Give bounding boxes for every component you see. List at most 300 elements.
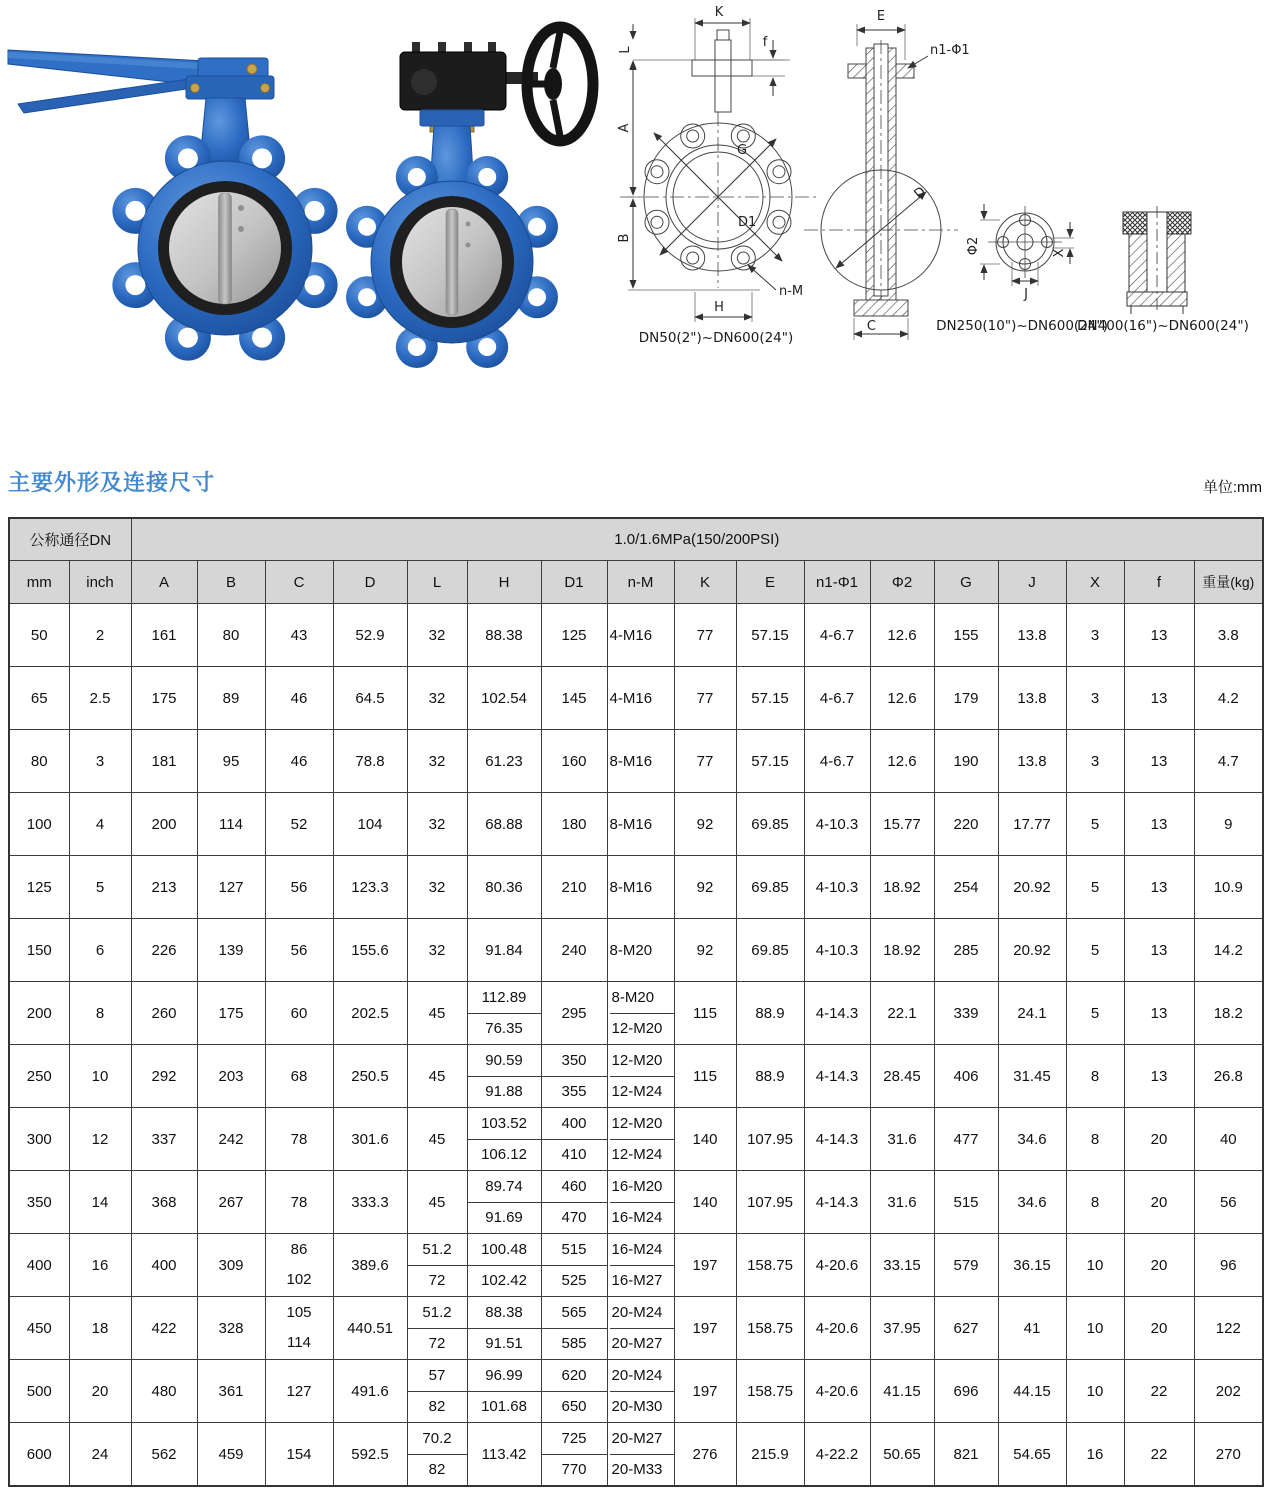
data-cell: 202.5 bbox=[333, 982, 407, 1045]
data-cell: 78 bbox=[265, 1108, 333, 1171]
data-cell: 12-M20 12-M24 bbox=[607, 1108, 674, 1171]
table-row bbox=[9, 919, 1263, 982]
header-cell: inch bbox=[69, 561, 131, 604]
data-cell: 51.2 72 bbox=[407, 1234, 467, 1297]
data-cell: 46 bbox=[265, 667, 333, 730]
data-cell: 4-6.7 bbox=[804, 604, 870, 667]
data-cell: 92 bbox=[674, 793, 736, 856]
data-cell: 78.8 bbox=[333, 730, 407, 793]
data-cell: 44.15 bbox=[998, 1360, 1066, 1423]
data-cell: 8 bbox=[1066, 1045, 1124, 1108]
data-cell: 5 bbox=[1066, 982, 1124, 1045]
data-cell: 13 bbox=[1124, 793, 1194, 856]
data-cell: 100.48 102.42 bbox=[467, 1234, 541, 1297]
data-cell: 14.2 bbox=[1194, 919, 1263, 982]
header-cell: A bbox=[131, 561, 197, 604]
dim-label-D1: D1 bbox=[738, 215, 757, 230]
data-cell: 8 bbox=[1066, 1171, 1124, 1234]
data-cell: 57.15 bbox=[736, 730, 804, 793]
header-cell: K bbox=[674, 561, 736, 604]
data-cell: 40 bbox=[1194, 1108, 1263, 1171]
data-cell: 20 bbox=[1124, 1234, 1194, 1297]
table-row bbox=[9, 1423, 1263, 1487]
data-cell: 4-10.3 bbox=[804, 793, 870, 856]
header-cell: C bbox=[265, 561, 333, 604]
data-cell: 202 bbox=[1194, 1360, 1263, 1423]
data-cell: 86 102 bbox=[265, 1234, 333, 1297]
data-cell: 8-M16 bbox=[607, 730, 674, 793]
header-cell: n-M bbox=[607, 561, 674, 604]
data-cell: 4-6.7 bbox=[804, 667, 870, 730]
data-cell: 154 bbox=[265, 1423, 333, 1487]
data-cell: 32 bbox=[407, 667, 467, 730]
data-cell: 8 bbox=[1066, 1108, 1124, 1171]
data-cell: 24 bbox=[69, 1423, 131, 1487]
data-cell: 400 bbox=[131, 1234, 197, 1297]
data-cell: 4.7 bbox=[1194, 730, 1263, 793]
table-row bbox=[9, 1171, 1263, 1234]
dim-label-D: D bbox=[911, 184, 929, 203]
data-cell: 41 bbox=[998, 1297, 1066, 1360]
data-cell: 61.23 bbox=[467, 730, 541, 793]
data-cell: 422 bbox=[131, 1297, 197, 1360]
gear-valve-photo bbox=[346, 27, 593, 368]
data-cell: 491.6 bbox=[333, 1360, 407, 1423]
data-cell: 179 bbox=[934, 667, 998, 730]
data-cell: 620 650 bbox=[541, 1360, 607, 1423]
data-cell: 300 bbox=[9, 1108, 69, 1171]
dim-label-f: f bbox=[762, 35, 768, 50]
header-cell: f bbox=[1124, 561, 1194, 604]
data-cell: 80.36 bbox=[467, 856, 541, 919]
data-cell: 2 bbox=[69, 604, 131, 667]
data-cell: 24.1 bbox=[998, 982, 1066, 1045]
data-cell: 500 bbox=[9, 1360, 69, 1423]
data-cell: 50.65 bbox=[870, 1423, 934, 1487]
data-cell: 4-M16 bbox=[607, 604, 674, 667]
data-cell: 361 bbox=[197, 1360, 265, 1423]
data-cell: 69.85 bbox=[736, 793, 804, 856]
data-cell: 31.6 bbox=[870, 1108, 934, 1171]
data-cell: 13 bbox=[1124, 919, 1194, 982]
data-cell: 69.85 bbox=[736, 856, 804, 919]
data-cell: 10.9 bbox=[1194, 856, 1263, 919]
side-section-drawing bbox=[804, 9, 970, 340]
data-cell: 3 bbox=[1066, 604, 1124, 667]
data-cell: 155.6 bbox=[333, 919, 407, 982]
data-cell: 13.8 bbox=[998, 730, 1066, 793]
data-cell: 14 bbox=[69, 1171, 131, 1234]
data-cell: 270 bbox=[1194, 1423, 1263, 1487]
data-cell: 57.15 bbox=[736, 604, 804, 667]
dim-label-G: G bbox=[737, 143, 748, 158]
data-cell: 41.15 bbox=[870, 1360, 934, 1423]
data-cell: 276 bbox=[674, 1423, 736, 1487]
table-row bbox=[9, 1108, 1263, 1171]
data-cell: 515 525 bbox=[541, 1234, 607, 1297]
data-cell: 4-M16 bbox=[607, 667, 674, 730]
data-cell: 68.88 bbox=[467, 793, 541, 856]
data-cell: 45 bbox=[407, 1045, 467, 1108]
header-cell: D1 bbox=[541, 561, 607, 604]
data-cell: 9 bbox=[1194, 793, 1263, 856]
data-cell: 92 bbox=[674, 856, 736, 919]
data-cell: 155 bbox=[934, 604, 998, 667]
data-cell: 13 bbox=[1124, 856, 1194, 919]
data-cell: 112.89 76.35 bbox=[467, 982, 541, 1045]
data-cell: 20.92 bbox=[998, 919, 1066, 982]
data-cell: 31.6 bbox=[870, 1171, 934, 1234]
data-cell: 20.92 bbox=[998, 856, 1066, 919]
data-cell: 450 bbox=[9, 1297, 69, 1360]
data-cell: 140 bbox=[674, 1108, 736, 1171]
dim-label-H: H bbox=[714, 300, 724, 315]
table-row bbox=[9, 667, 1263, 730]
data-cell: 292 bbox=[131, 1045, 197, 1108]
data-cell: 3 bbox=[69, 730, 131, 793]
data-cell: 139 bbox=[197, 919, 265, 982]
data-cell: 158.75 bbox=[736, 1360, 804, 1423]
data-cell: 45 bbox=[407, 1171, 467, 1234]
dim-label-X: X bbox=[1052, 248, 1067, 258]
data-cell: 102.54 bbox=[467, 667, 541, 730]
data-cell: 105 114 bbox=[265, 1297, 333, 1360]
data-cell: 20 bbox=[69, 1360, 131, 1423]
data-cell: 8-M20 bbox=[607, 919, 674, 982]
data-cell: 4-6.7 bbox=[804, 730, 870, 793]
data-cell: 181 bbox=[131, 730, 197, 793]
data-cell: 240 bbox=[541, 919, 607, 982]
data-cell: 13 bbox=[1124, 1045, 1194, 1108]
data-cell: 16-M24 16-M27 bbox=[607, 1234, 674, 1297]
data-cell: 18 bbox=[69, 1297, 131, 1360]
data-cell: 226 bbox=[131, 919, 197, 982]
data-cell: 8-M16 bbox=[607, 856, 674, 919]
header-cell: H bbox=[467, 561, 541, 604]
data-cell: 515 bbox=[934, 1171, 998, 1234]
data-cell: 22.1 bbox=[870, 982, 934, 1045]
data-cell: 8-M20 12-M20 bbox=[607, 982, 674, 1045]
data-cell: 175 bbox=[131, 667, 197, 730]
data-cell: 4-14.3 bbox=[804, 1045, 870, 1108]
data-cell: 107.95 bbox=[736, 1108, 804, 1171]
header-cell: G bbox=[934, 561, 998, 604]
header-cell: 公称通径DN bbox=[9, 518, 131, 561]
dim-label-L: L bbox=[618, 46, 633, 54]
data-cell: 150 bbox=[9, 919, 69, 982]
data-cell: 26.8 bbox=[1194, 1045, 1263, 1108]
header-cell: 重量(kg) bbox=[1194, 561, 1263, 604]
data-cell: 32 bbox=[407, 856, 467, 919]
data-cell: 6 bbox=[69, 919, 131, 982]
data-cell: 213 bbox=[131, 856, 197, 919]
table-row bbox=[9, 1297, 1263, 1360]
data-cell: 32 bbox=[407, 730, 467, 793]
data-cell: 36.15 bbox=[998, 1234, 1066, 1297]
data-cell: 54.65 bbox=[998, 1423, 1066, 1487]
data-cell: 477 bbox=[934, 1108, 998, 1171]
data-cell: 45 bbox=[407, 982, 467, 1045]
data-cell: 13 bbox=[1124, 982, 1194, 1045]
data-cell: 4-20.6 bbox=[804, 1360, 870, 1423]
data-cell: 440.51 bbox=[333, 1297, 407, 1360]
data-cell: 91.84 bbox=[467, 919, 541, 982]
data-cell: 56 bbox=[1194, 1171, 1263, 1234]
data-cell: 13 bbox=[1124, 667, 1194, 730]
data-cell: 70.2 82 bbox=[407, 1423, 467, 1487]
header-cell: n1-Φ1 bbox=[804, 561, 870, 604]
data-cell: 4-14.3 bbox=[804, 1108, 870, 1171]
data-cell: 4-10.3 bbox=[804, 919, 870, 982]
data-cell: 88.9 bbox=[736, 1045, 804, 1108]
dim-label-n-M: n-M bbox=[779, 284, 804, 299]
data-cell: 565 585 bbox=[541, 1297, 607, 1360]
data-cell: 4.2 bbox=[1194, 667, 1263, 730]
data-cell: 78 bbox=[265, 1171, 333, 1234]
data-cell: 32 bbox=[407, 919, 467, 982]
data-cell: 115 bbox=[674, 1045, 736, 1108]
data-cell: 197 bbox=[674, 1234, 736, 1297]
dim-label-J: J bbox=[1024, 287, 1028, 302]
data-cell: 145 bbox=[541, 667, 607, 730]
data-cell: 52 bbox=[265, 793, 333, 856]
data-cell: 88.38 91.51 bbox=[467, 1297, 541, 1360]
data-cell: 18.92 bbox=[870, 856, 934, 919]
data-cell: 295 bbox=[541, 982, 607, 1045]
data-cell: 20-M24 20-M30 bbox=[607, 1360, 674, 1423]
data-cell: 725 770 bbox=[541, 1423, 607, 1487]
data-cell: 12.6 bbox=[870, 730, 934, 793]
data-cell: 127 bbox=[197, 856, 265, 919]
data-cell: 89.74 91.69 bbox=[467, 1171, 541, 1234]
data-cell: 250 bbox=[9, 1045, 69, 1108]
dim-label-E: E bbox=[876, 9, 886, 24]
data-cell: 3.8 bbox=[1194, 604, 1263, 667]
data-cell: 5 bbox=[69, 856, 131, 919]
data-cell: 2.5 bbox=[69, 667, 131, 730]
data-cell: 301.6 bbox=[333, 1108, 407, 1171]
header-cell: Φ2 bbox=[870, 561, 934, 604]
data-cell: 4-14.3 bbox=[804, 982, 870, 1045]
data-cell: 821 bbox=[934, 1423, 998, 1487]
data-cell: 50 bbox=[9, 604, 69, 667]
data-cell: 406 bbox=[934, 1045, 998, 1108]
dim-label-C: C bbox=[866, 319, 876, 334]
page-title: 主要外形及连接尺寸 bbox=[8, 470, 216, 495]
data-cell: 68 bbox=[265, 1045, 333, 1108]
section-caption: DN400(16")~DN600(24") bbox=[1077, 318, 1249, 334]
data-cell: 123.3 bbox=[333, 856, 407, 919]
data-cell: 20 bbox=[1124, 1171, 1194, 1234]
data-cell: 350 355 bbox=[541, 1045, 607, 1108]
data-cell: 12-M20 12-M24 bbox=[607, 1045, 674, 1108]
data-cell: 339 bbox=[934, 982, 998, 1045]
data-cell: 158.75 bbox=[736, 1234, 804, 1297]
data-cell: 77 bbox=[674, 667, 736, 730]
header-cell: X bbox=[1066, 561, 1124, 604]
table-row bbox=[9, 856, 1263, 919]
data-cell: 13.8 bbox=[998, 667, 1066, 730]
data-cell: 16 bbox=[1066, 1423, 1124, 1487]
data-cell: 8-M16 bbox=[607, 793, 674, 856]
data-cell: 92 bbox=[674, 919, 736, 982]
data-cell: 197 bbox=[674, 1297, 736, 1360]
dim-label-phi2: Φ2 bbox=[966, 236, 981, 256]
data-cell: 88.38 bbox=[467, 604, 541, 667]
lever-valve-photo bbox=[8, 50, 338, 361]
data-cell: 200 bbox=[131, 793, 197, 856]
data-cell: 4-20.6 bbox=[804, 1297, 870, 1360]
data-cell: 20-M24 20-M27 bbox=[607, 1297, 674, 1360]
data-cell: 161 bbox=[131, 604, 197, 667]
data-cell: 88.9 bbox=[736, 982, 804, 1045]
data-cell: 10 bbox=[1066, 1297, 1124, 1360]
data-cell: 56 bbox=[265, 919, 333, 982]
data-cell: 96.99 101.68 bbox=[467, 1360, 541, 1423]
table-row bbox=[9, 1045, 1263, 1108]
data-cell: 114 bbox=[197, 793, 265, 856]
data-cell: 562 bbox=[131, 1423, 197, 1487]
header-cell: J bbox=[998, 561, 1066, 604]
data-cell: 197 bbox=[674, 1360, 736, 1423]
data-cell: 32 bbox=[407, 604, 467, 667]
dim-label-B: B bbox=[617, 233, 632, 243]
data-cell: 125 bbox=[9, 856, 69, 919]
data-cell: 100 bbox=[9, 793, 69, 856]
data-cell: 12 bbox=[69, 1108, 131, 1171]
data-cell: 4-14.3 bbox=[804, 1171, 870, 1234]
data-cell: 125 bbox=[541, 604, 607, 667]
data-cell: 592.5 bbox=[333, 1423, 407, 1487]
data-cell: 57 82 bbox=[407, 1360, 467, 1423]
table-row bbox=[9, 730, 1263, 793]
header-cell: E bbox=[736, 561, 804, 604]
data-cell: 460 470 bbox=[541, 1171, 607, 1234]
data-cell: 337 bbox=[131, 1108, 197, 1171]
data-cell: 127 bbox=[265, 1360, 333, 1423]
stem-section-drawing bbox=[1077, 206, 1249, 334]
header-cell: mm bbox=[9, 561, 69, 604]
data-cell: 333.3 bbox=[333, 1171, 407, 1234]
data-cell: 5 bbox=[1066, 793, 1124, 856]
table-row bbox=[9, 1234, 1263, 1297]
data-cell: 16 bbox=[69, 1234, 131, 1297]
data-cell: 60 bbox=[265, 982, 333, 1045]
data-cell: 34.6 bbox=[998, 1108, 1066, 1171]
data-cell: 400 410 bbox=[541, 1108, 607, 1171]
data-cell: 22 bbox=[1124, 1360, 1194, 1423]
data-cell: 115 bbox=[674, 982, 736, 1045]
data-cell: 31.45 bbox=[998, 1045, 1066, 1108]
front-view-caption: DN50(2")~DN600(24") bbox=[638, 330, 794, 346]
data-cell: 28.45 bbox=[870, 1045, 934, 1108]
data-cell: 80 bbox=[9, 730, 69, 793]
data-cell: 33.15 bbox=[870, 1234, 934, 1297]
table-row bbox=[9, 1360, 1263, 1423]
front-view-drawing bbox=[617, 5, 816, 346]
data-cell: 80 bbox=[197, 604, 265, 667]
data-cell: 4 bbox=[69, 793, 131, 856]
dim-label-K: K bbox=[714, 5, 724, 20]
header-cell: B bbox=[197, 561, 265, 604]
data-cell: 200 bbox=[9, 982, 69, 1045]
data-cell: 57.15 bbox=[736, 667, 804, 730]
data-cell: 13.8 bbox=[998, 604, 1066, 667]
header-cell: L bbox=[407, 561, 467, 604]
data-cell: 46 bbox=[265, 730, 333, 793]
data-cell: 579 bbox=[934, 1234, 998, 1297]
data-cell: 104 bbox=[333, 793, 407, 856]
data-cell: 103.52 106.12 bbox=[467, 1108, 541, 1171]
data-cell: 215.9 bbox=[736, 1423, 804, 1487]
data-cell: 3 bbox=[1066, 667, 1124, 730]
data-cell: 77 bbox=[674, 730, 736, 793]
header-cell: 1.0/1.6MPa(150/200PSI) bbox=[131, 518, 1263, 561]
data-cell: 220 bbox=[934, 793, 998, 856]
data-cell: 210 bbox=[541, 856, 607, 919]
data-cell: 696 bbox=[934, 1360, 998, 1423]
data-cell: 113.42 bbox=[467, 1423, 541, 1487]
data-cell: 34.6 bbox=[998, 1171, 1066, 1234]
data-cell: 158.75 bbox=[736, 1297, 804, 1360]
data-cell: 285 bbox=[934, 919, 998, 982]
data-cell: 10 bbox=[69, 1045, 131, 1108]
data-cell: 328 bbox=[197, 1297, 265, 1360]
data-cell: 4-22.2 bbox=[804, 1423, 870, 1487]
data-cell: 260 bbox=[131, 982, 197, 1045]
data-cell: 600 bbox=[9, 1423, 69, 1487]
dim-label-n1-phi1: n1-Φ1 bbox=[930, 43, 970, 58]
data-cell: 20 bbox=[1124, 1297, 1194, 1360]
header-cell: D bbox=[333, 561, 407, 604]
data-cell: 52.9 bbox=[333, 604, 407, 667]
dimension-table bbox=[8, 517, 1264, 1487]
data-cell: 627 bbox=[934, 1297, 998, 1360]
data-cell: 51.2 72 bbox=[407, 1297, 467, 1360]
data-cell: 140 bbox=[674, 1171, 736, 1234]
data-cell: 368 bbox=[131, 1171, 197, 1234]
data-cell: 4-20.6 bbox=[804, 1234, 870, 1297]
data-cell: 389.6 bbox=[333, 1234, 407, 1297]
data-cell: 10 bbox=[1066, 1360, 1124, 1423]
data-cell: 12.6 bbox=[870, 667, 934, 730]
data-cell: 43 bbox=[265, 604, 333, 667]
data-cell: 69.85 bbox=[736, 919, 804, 982]
data-cell: 122 bbox=[1194, 1297, 1263, 1360]
data-cell: 16-M20 16-M24 bbox=[607, 1171, 674, 1234]
data-cell: 12.6 bbox=[870, 604, 934, 667]
data-cell: 64.5 bbox=[333, 667, 407, 730]
table-row bbox=[9, 793, 1263, 856]
product-illustrations bbox=[0, 0, 1270, 450]
dim-label-A: A bbox=[617, 123, 632, 133]
data-cell: 18.2 bbox=[1194, 982, 1263, 1045]
data-cell: 37.95 bbox=[870, 1297, 934, 1360]
handwheel bbox=[527, 27, 593, 141]
data-cell: 10 bbox=[1066, 1234, 1124, 1297]
data-cell: 77 bbox=[674, 604, 736, 667]
data-cell: 17.77 bbox=[998, 793, 1066, 856]
data-cell: 267 bbox=[197, 1171, 265, 1234]
data-cell: 4-10.3 bbox=[804, 856, 870, 919]
data-cell: 90.59 91.88 bbox=[467, 1045, 541, 1108]
data-cell: 180 bbox=[541, 793, 607, 856]
data-cell: 400 bbox=[9, 1234, 69, 1297]
data-cell: 5 bbox=[1066, 856, 1124, 919]
data-cell: 95 bbox=[197, 730, 265, 793]
data-cell: 13 bbox=[1124, 604, 1194, 667]
data-cell: 3 bbox=[1066, 730, 1124, 793]
